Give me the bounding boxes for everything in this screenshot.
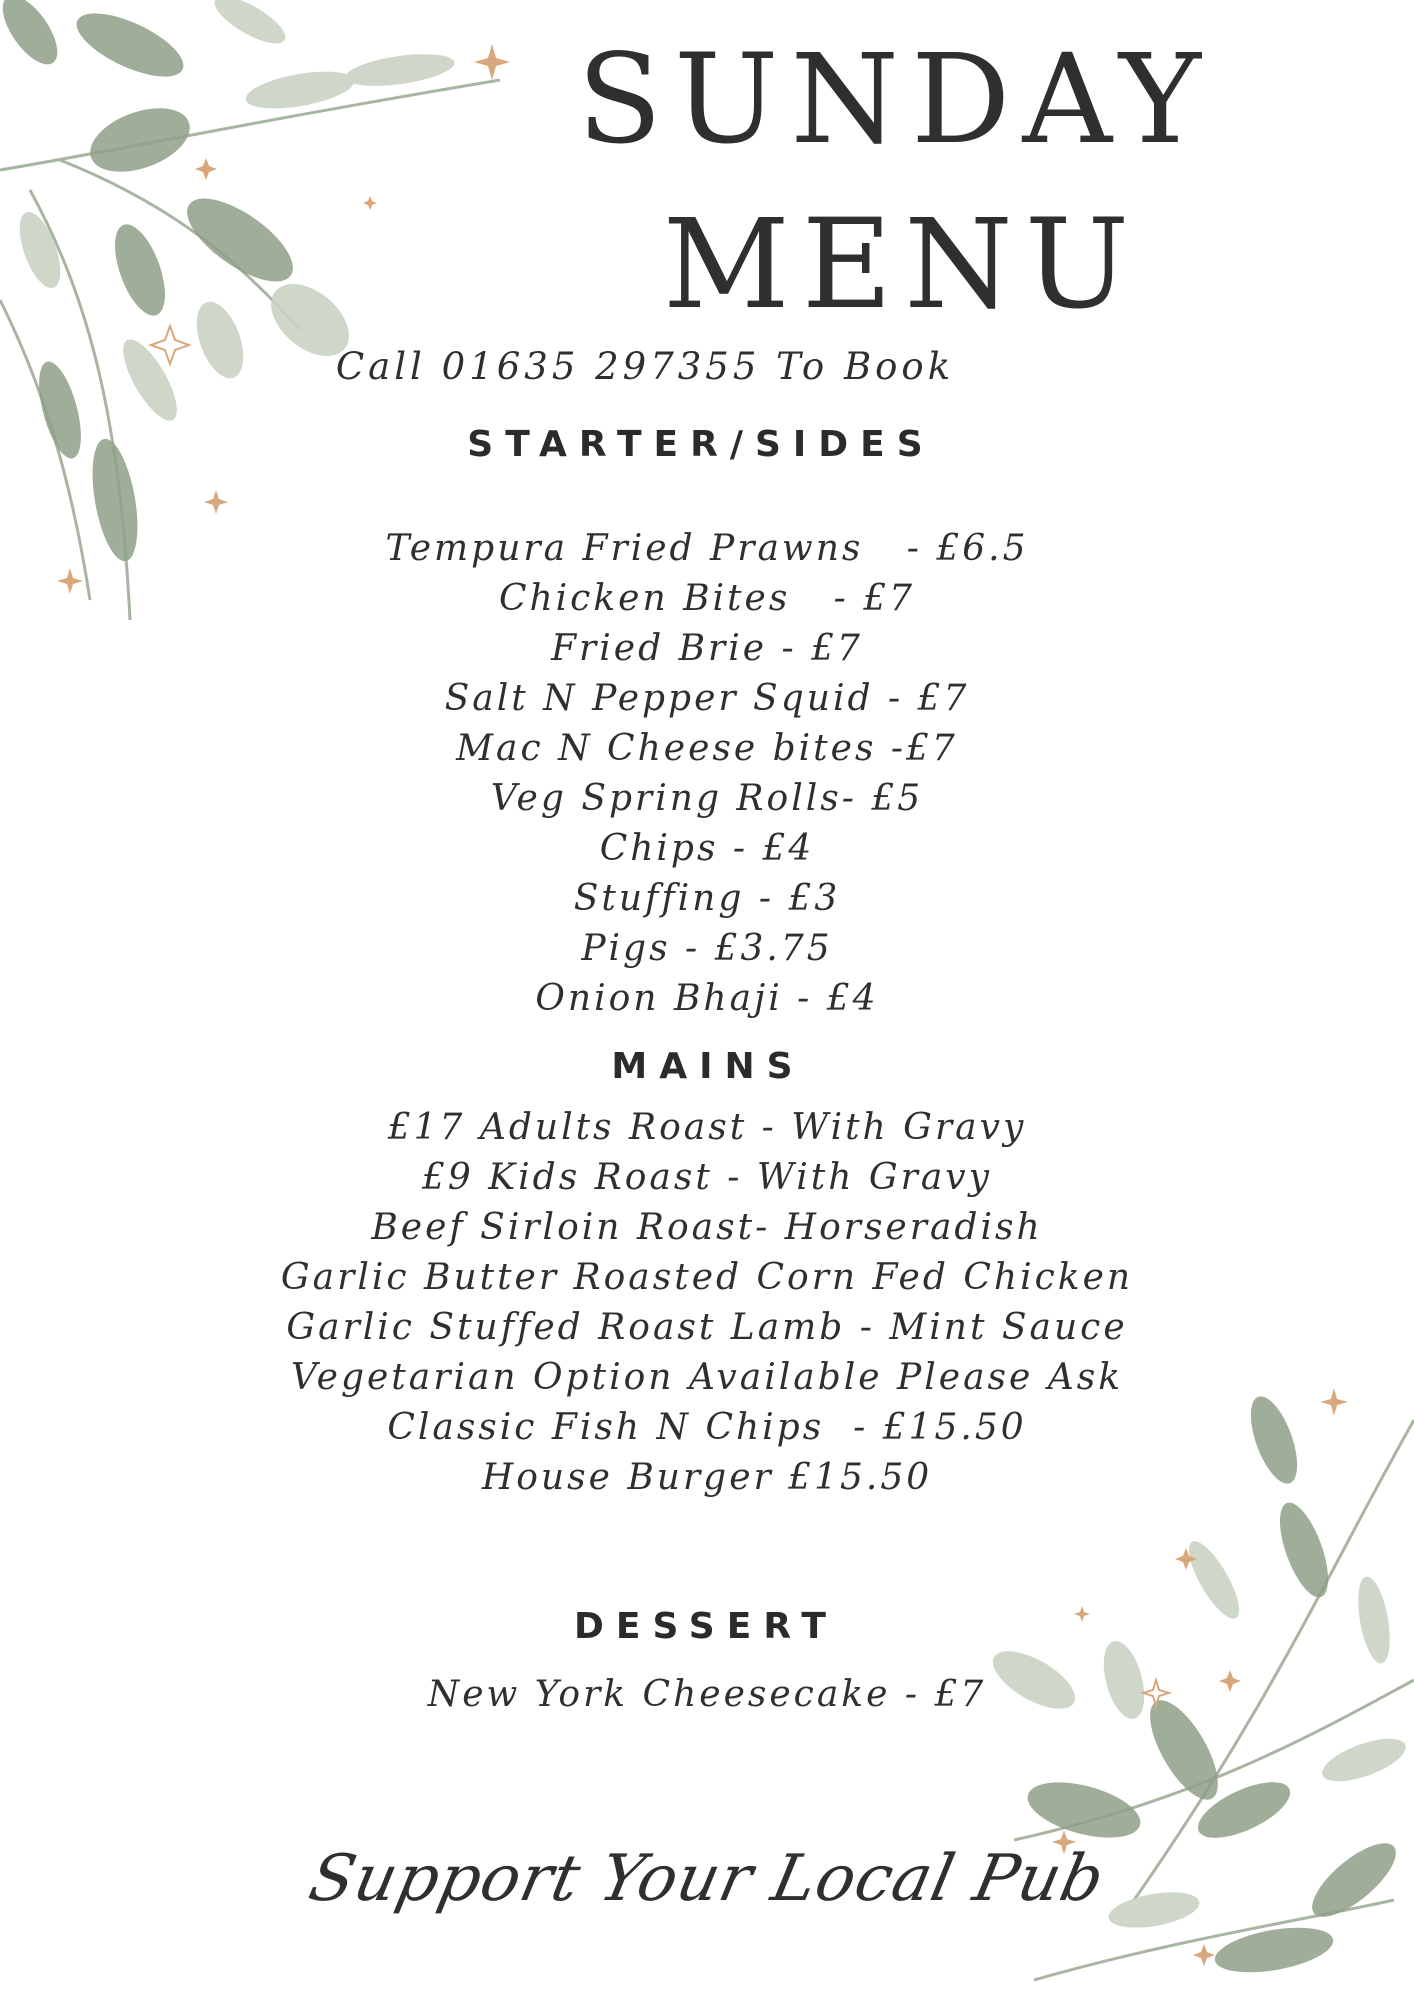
menu-item: Classic Fish N Chips - £15.50 <box>387 1407 1027 1448</box>
booking-phone-tagline: Call 01635 297355 To Book <box>335 345 955 388</box>
footer-signature: Support Your Local Pub <box>302 1842 1112 1916</box>
mains-list <box>0 1103 1414 1503</box>
section-heading-dessert: DESSERT <box>574 1606 838 1647</box>
menu-item: Chicken Bites - £7 <box>498 578 916 619</box>
menu-item: Beef Sirloin Roast- Horseradish <box>371 1207 1043 1248</box>
menu-item: Chips - £4 <box>599 828 815 869</box>
dessert-list <box>0 1670 1414 1720</box>
menu-item: Garlic Stuffed Roast Lamb - Mint Sauce <box>286 1307 1128 1348</box>
page-title-line-1: SUNDAY <box>577 28 1213 172</box>
starters-list <box>0 524 1414 1024</box>
menu-item: House Burger £15.50 <box>481 1457 933 1498</box>
section-heading-starters: STARTER/SIDES <box>467 424 935 465</box>
menu-item: Fried Brie - £7 <box>551 628 863 669</box>
section-heading-mains: MAINS <box>611 1046 805 1087</box>
menu-item: Veg Spring Rolls- £5 <box>490 778 924 819</box>
menu-item: Vegetarian Option Available Please Ask <box>290 1357 1124 1398</box>
menu-item: Mac N Cheese bites -£7 <box>456 728 958 769</box>
menu-item: Salt N Pepper Squid - £7 <box>444 678 970 719</box>
page-title-line-2: MENU <box>662 193 1142 337</box>
menu-item: Onion Bhaji - £4 <box>535 978 879 1019</box>
menu-item: Garlic Butter Roasted Corn Fed Chicken <box>280 1257 1134 1298</box>
menu-item: Stuffing - £3 <box>573 878 841 919</box>
menu-item: Pigs - £3.75 <box>581 928 833 969</box>
menu-item: £9 Kids Roast - With Gravy <box>422 1157 992 1198</box>
menu-item: £17 Adults Roast - With Gravy <box>387 1107 1027 1148</box>
menu-item: New York Cheesecake - £7 <box>427 1674 987 1715</box>
menu-item: Tempura Fried Prawns - £6.5 <box>385 528 1029 569</box>
